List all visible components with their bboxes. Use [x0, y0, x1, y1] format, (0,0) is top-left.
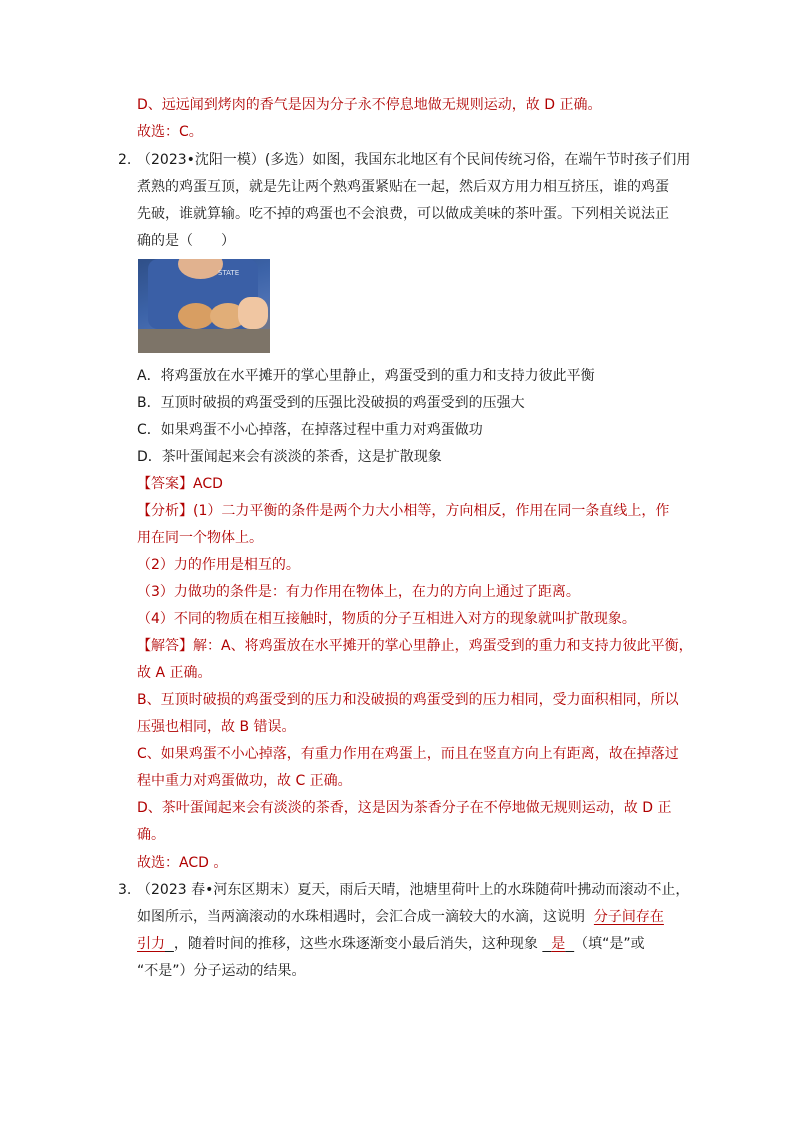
q2-stem-line-2: 煮熟的鸡蛋互顶，就是先让两个熟鸡蛋紧贴在一起，然后双方用力相互挤压，谁的鸡蛋	[137, 179, 669, 195]
q2-analysis-2: 用在同一个物体上。	[137, 530, 263, 546]
q1-choose: 故选：C。	[137, 124, 203, 140]
q3-line-3	[137, 934, 645, 954]
q2-analysis-3: （2）力的作用是相互的。	[137, 557, 300, 573]
q3-line-2	[137, 907, 664, 927]
q2-option-c: C．如果鸡蛋不小心掉落，在掉落过程中重力对鸡蛋做功	[137, 422, 483, 438]
q3-blank-2: 是	[551, 936, 566, 952]
q3-line-3-text: ，随着时间的推移，这些水珠逐渐变小最后消失，这种现象	[173, 936, 538, 952]
q2-solution-1: 【解答】解：A、将鸡蛋放在水平摊开的掌心里静止，鸡蛋受到的重力和支持力彼此平衡，	[137, 638, 693, 654]
q2-answer: 【答案】ACD	[137, 476, 223, 492]
q2-stem-line-1: （2023•沈阳一模）(多选）如图，我国东北地区有个民间传统习俗，在端午节时孩子们用	[137, 152, 691, 168]
q1-solution-d: D、远远闻到烤肉的香气是因为分子永不停息地做无规则运动，故 D 正确。	[137, 97, 602, 113]
q2-solution-4: 压强也相同，故 B 错误。	[137, 719, 296, 735]
q2-solution-2: 故 A 正确。	[137, 665, 212, 681]
q3-line-3-post: （填“是”或	[574, 936, 645, 952]
q2-stem-line-4: 确的是（ ）	[137, 233, 235, 249]
q3-line-2-text: 如图所示，当两滴滚动的水珠相遇时，会汇合成一滴较大的水滴，这说明	[137, 909, 585, 925]
q2-solution-3: B、互顶时破损的鸡蛋受到的压力和没破损的鸡蛋受到的压力相同，受力面积相同，所以	[137, 692, 679, 708]
q2-choose: 故选：ACD 。	[137, 855, 228, 871]
egg-photo	[138, 259, 270, 353]
q2-solution-8: 确。	[137, 827, 165, 843]
photo-shirt-text: STATE	[218, 269, 240, 277]
q2-solution-5: C、如果鸡蛋不小心掉落，有重力作用在鸡蛋上，而且在竖直方向上有距离，故在掉落过	[137, 746, 679, 762]
q3-line-4: “不是”）分子运动的结果。	[137, 963, 306, 979]
q2-analysis-1: 【分析】(1）二力平衡的条件是两个力大小相等，方向相反，作用在同一条直线上，作	[137, 503, 670, 519]
q2-stem-line-3: 先破，谁就算输。吃不掉的鸡蛋也不会浪费，可以做成美味的茶叶蛋。下列相关说法正	[137, 206, 669, 222]
q2-option-a: A．将鸡蛋放在水平摊开的掌心里静止，鸡蛋受到的重力和支持力彼此平衡	[137, 368, 595, 384]
q2-option-d: D．茶叶蛋闻起来会有淡淡的茶香，这是扩散现象	[137, 449, 442, 465]
q3-line-1: （2023 春•河东区期末）夏天，雨后天晴，池塘里荷叶上的水珠随荷叶拂动而滚动不止，	[137, 882, 690, 898]
q2-number: 2.	[118, 152, 132, 168]
q2-solution-7: D、茶叶蛋闻起来会有淡淡的茶香，这是因为茶香分子在不停地做无规则运动，故 D 正	[137, 800, 672, 816]
q2-solution-6: 程中重力对鸡蛋做功，故 C 正确。	[137, 773, 352, 789]
q3-blank-1a: 分子间存在	[593, 909, 664, 925]
q2-option-b: B．互顶时破损的鸡蛋受到的压强比没破损的鸡蛋受到的压强大	[137, 395, 525, 411]
q2-analysis-5: （4）不同的物质在相互接触时，物质的分子互相进入对方的现象就叫扩散现象。	[137, 611, 636, 627]
q3-number: 3.	[118, 882, 132, 898]
q3-blank-1b: 引力	[137, 936, 165, 952]
q2-analysis-4: （3）力做功的条件是：有力作用在物体上，在力的方向上通过了距离。	[137, 584, 580, 600]
